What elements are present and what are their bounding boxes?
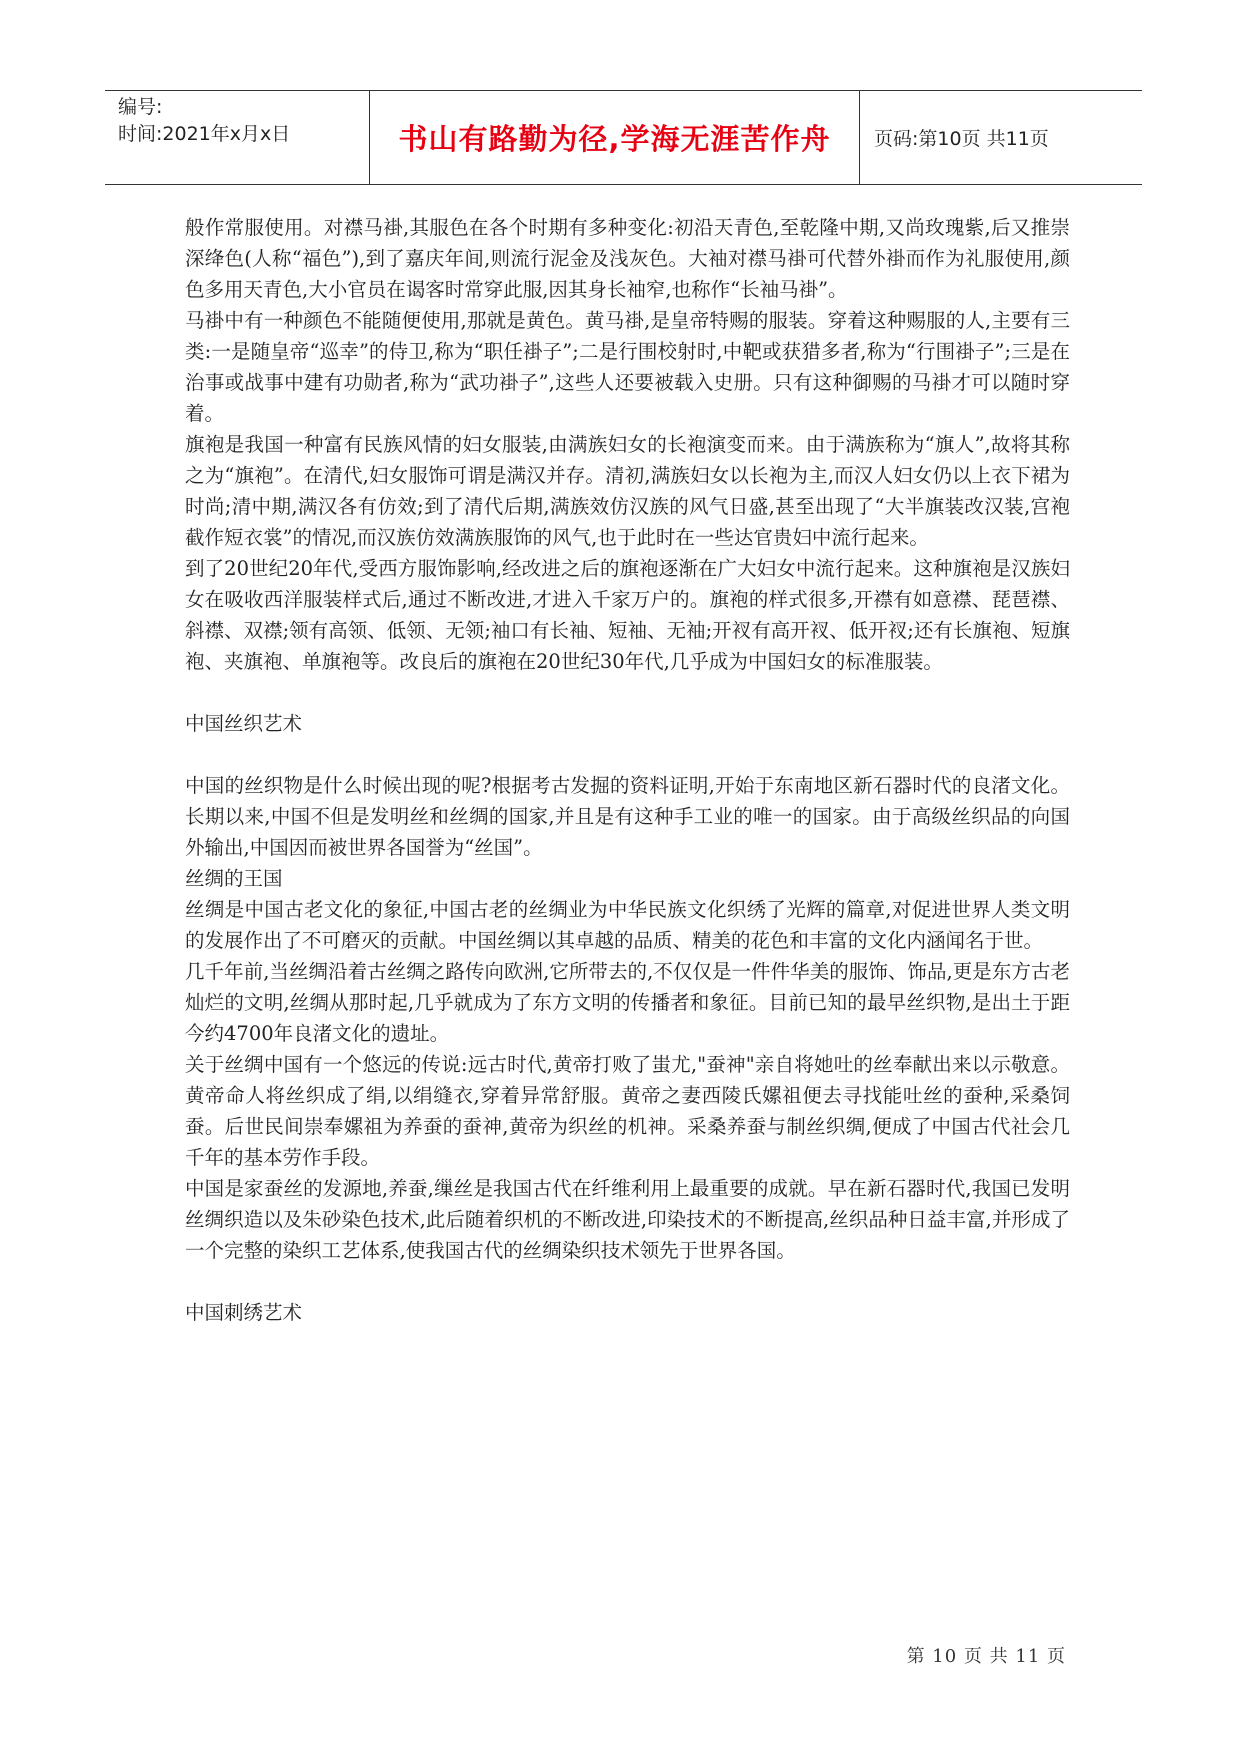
- subheading-silk-kingdom: 丝绸的王国: [185, 867, 283, 890]
- page-footer: 第 10 页 共 11 页: [906, 1646, 1066, 1667]
- header-meta: [105, 91, 370, 184]
- paragraph: 马褂中有一种颜色不能随便使用,那就是黄色。黄马褂,是皇帝特赐的服装。穿着这种赐服的人,主要有三类:一是随皇帝“巡幸”的侍卫,称为“职任褂子”;二是行围校射时,中靶或获猎多者,称为“行围褂子”;三是在治事或战事中建有功勋者,称为“武功褂子”,这些人还要被载入史册。只有这种御赐的马褂才可以随时穿着。: [185, 309, 1070, 425]
- section-heading-silk-art: 中国丝织艺术: [185, 712, 303, 735]
- header-motto: 书山有路勤为径,学海无涯苦作舟: [370, 91, 860, 184]
- header-page-indicator: 页码:第10页 共11页: [874, 128, 1049, 150]
- section-heading-embroidery-art: 中国刺绣艺术: [185, 1301, 303, 1324]
- paragraph: 中国是家蚕丝的发源地,养蚕,缫丝是我国古代在纤维利用上最重要的成就。早在新石器时代,我国已发明丝绸织造以及朱砂染色技术,此后随着织机的不断改进,印染技术的不断提高,丝织品种日益丰富,并形成了一个完整的染织工艺体系,使我国古代的丝绸染织技术领先于世界各国。: [185, 1177, 1070, 1262]
- document-number: 编号:: [118, 96, 163, 118]
- paragraph: 关于丝绸中国有一个悠远的传说:远古时代,黄帝打败了蚩尤,"蚕神"亲自将她吐的丝奉献出来以示敬意。黄帝命人将丝织成了绢,以绢缝衣,穿着异常舒服。黄帝之妻西陵氏嫘祖便去寻找能吐丝的蚕种,采桑饲蚕。后世民间崇奉嫘祖为养蚕的蚕神,黄帝为织丝的机神。采桑养蚕与制丝织绸,便成了中国古代社会几千年的基本劳作手段。: [185, 1053, 1070, 1169]
- spacer: [185, 677, 1070, 708]
- paragraph: 几千年前,当丝绸沿着古丝绸之路传向欧洲,它所带去的,不仅仅是一件件华美的服饰、饰品,更是东方古老灿烂的文明,丝绸从那时起,几乎就成为了东方文明的传播者和象征。目前已知的最早丝织物,是出土于距今约4700年良渚文化的遗址。: [185, 960, 1070, 1045]
- page-header: [105, 90, 1142, 185]
- paragraph: 般作常服使用。对襟马褂,其服色在各个时期有多种变化:初沿天青色,至乾隆中期,又尚玫瑰紫,后又推崇深绛色(人称“福色”),到了嘉庆年间,则流行泥金及浅灰色。大袖对襟马褂可代替外褂而作为礼服使用,颜色多用天青色,大小官员在谒客时常穿此服,因其身长袖窄,也称作“长袖马褂”。: [185, 216, 1070, 301]
- spacer: [185, 739, 1070, 770]
- paragraph: 丝绸是中国古老文化的象征,中国古老的丝绸业为中华民族文化织绣了光辉的篇章,对促进世界人类文明的发展作出了不可磨灭的贡献。中国丝绸以其卓越的品质、精美的花色和丰富的文化内涵闻名于世。: [185, 898, 1070, 952]
- document-body: [185, 212, 1070, 1328]
- paragraph: 旗袍是我国一种富有民族风情的妇女服装,由满族妇女的长袍演变而来。由于满族称为“旗人”,故将其称之为“旗袍”。在清代,妇女服饰可谓是满汉并存。清初,满族妇女以长袍为主,而汉人妇女仍以上衣下裙为时尚;清中期,满汉各有仿效;到了清代后期,满族效仿汉族的风气日盛,甚至出现了“大半旗装改汉装,宫袍截作短衣裳”的情况,而汉族仿效满族服饰的风气,也于此时在一些达官贵妇中流行起来。: [185, 433, 1070, 549]
- paragraph: 到了20世纪20年代,受西方服饰影响,经改进之后的旗袍逐渐在广大妇女中流行起来。这种旗袍是汉族妇女在吸收西洋服装样式后,通过不断改进,才进入千家万户的。旗袍的样式很多,开襟有如意襟、琵琶襟、斜襟、双襟;领有高领、低领、无领;袖口有长袖、短袖、无袖;开衩有高开衩、低开衩;还有长旗袍、短旗袍、夹旗袍、单旗袍等。改良后的旗袍在20世纪30年代,几乎成为中国妇女的标准服装。: [185, 557, 1070, 673]
- spacer: [185, 1266, 1070, 1297]
- document-time: 时间:2021年x月x日: [118, 123, 291, 145]
- paragraph: 中国的丝织物是什么时候出现的呢?根据考古发掘的资料证明,开始于东南地区新石器时代的良渚文化。长期以来,中国不但是发明丝和丝绸的国家,并且是有这种手工业的唯一的国家。由于高级丝织品的向国外输出,中国因而被世界各国誉为“丝国”。: [185, 774, 1070, 859]
